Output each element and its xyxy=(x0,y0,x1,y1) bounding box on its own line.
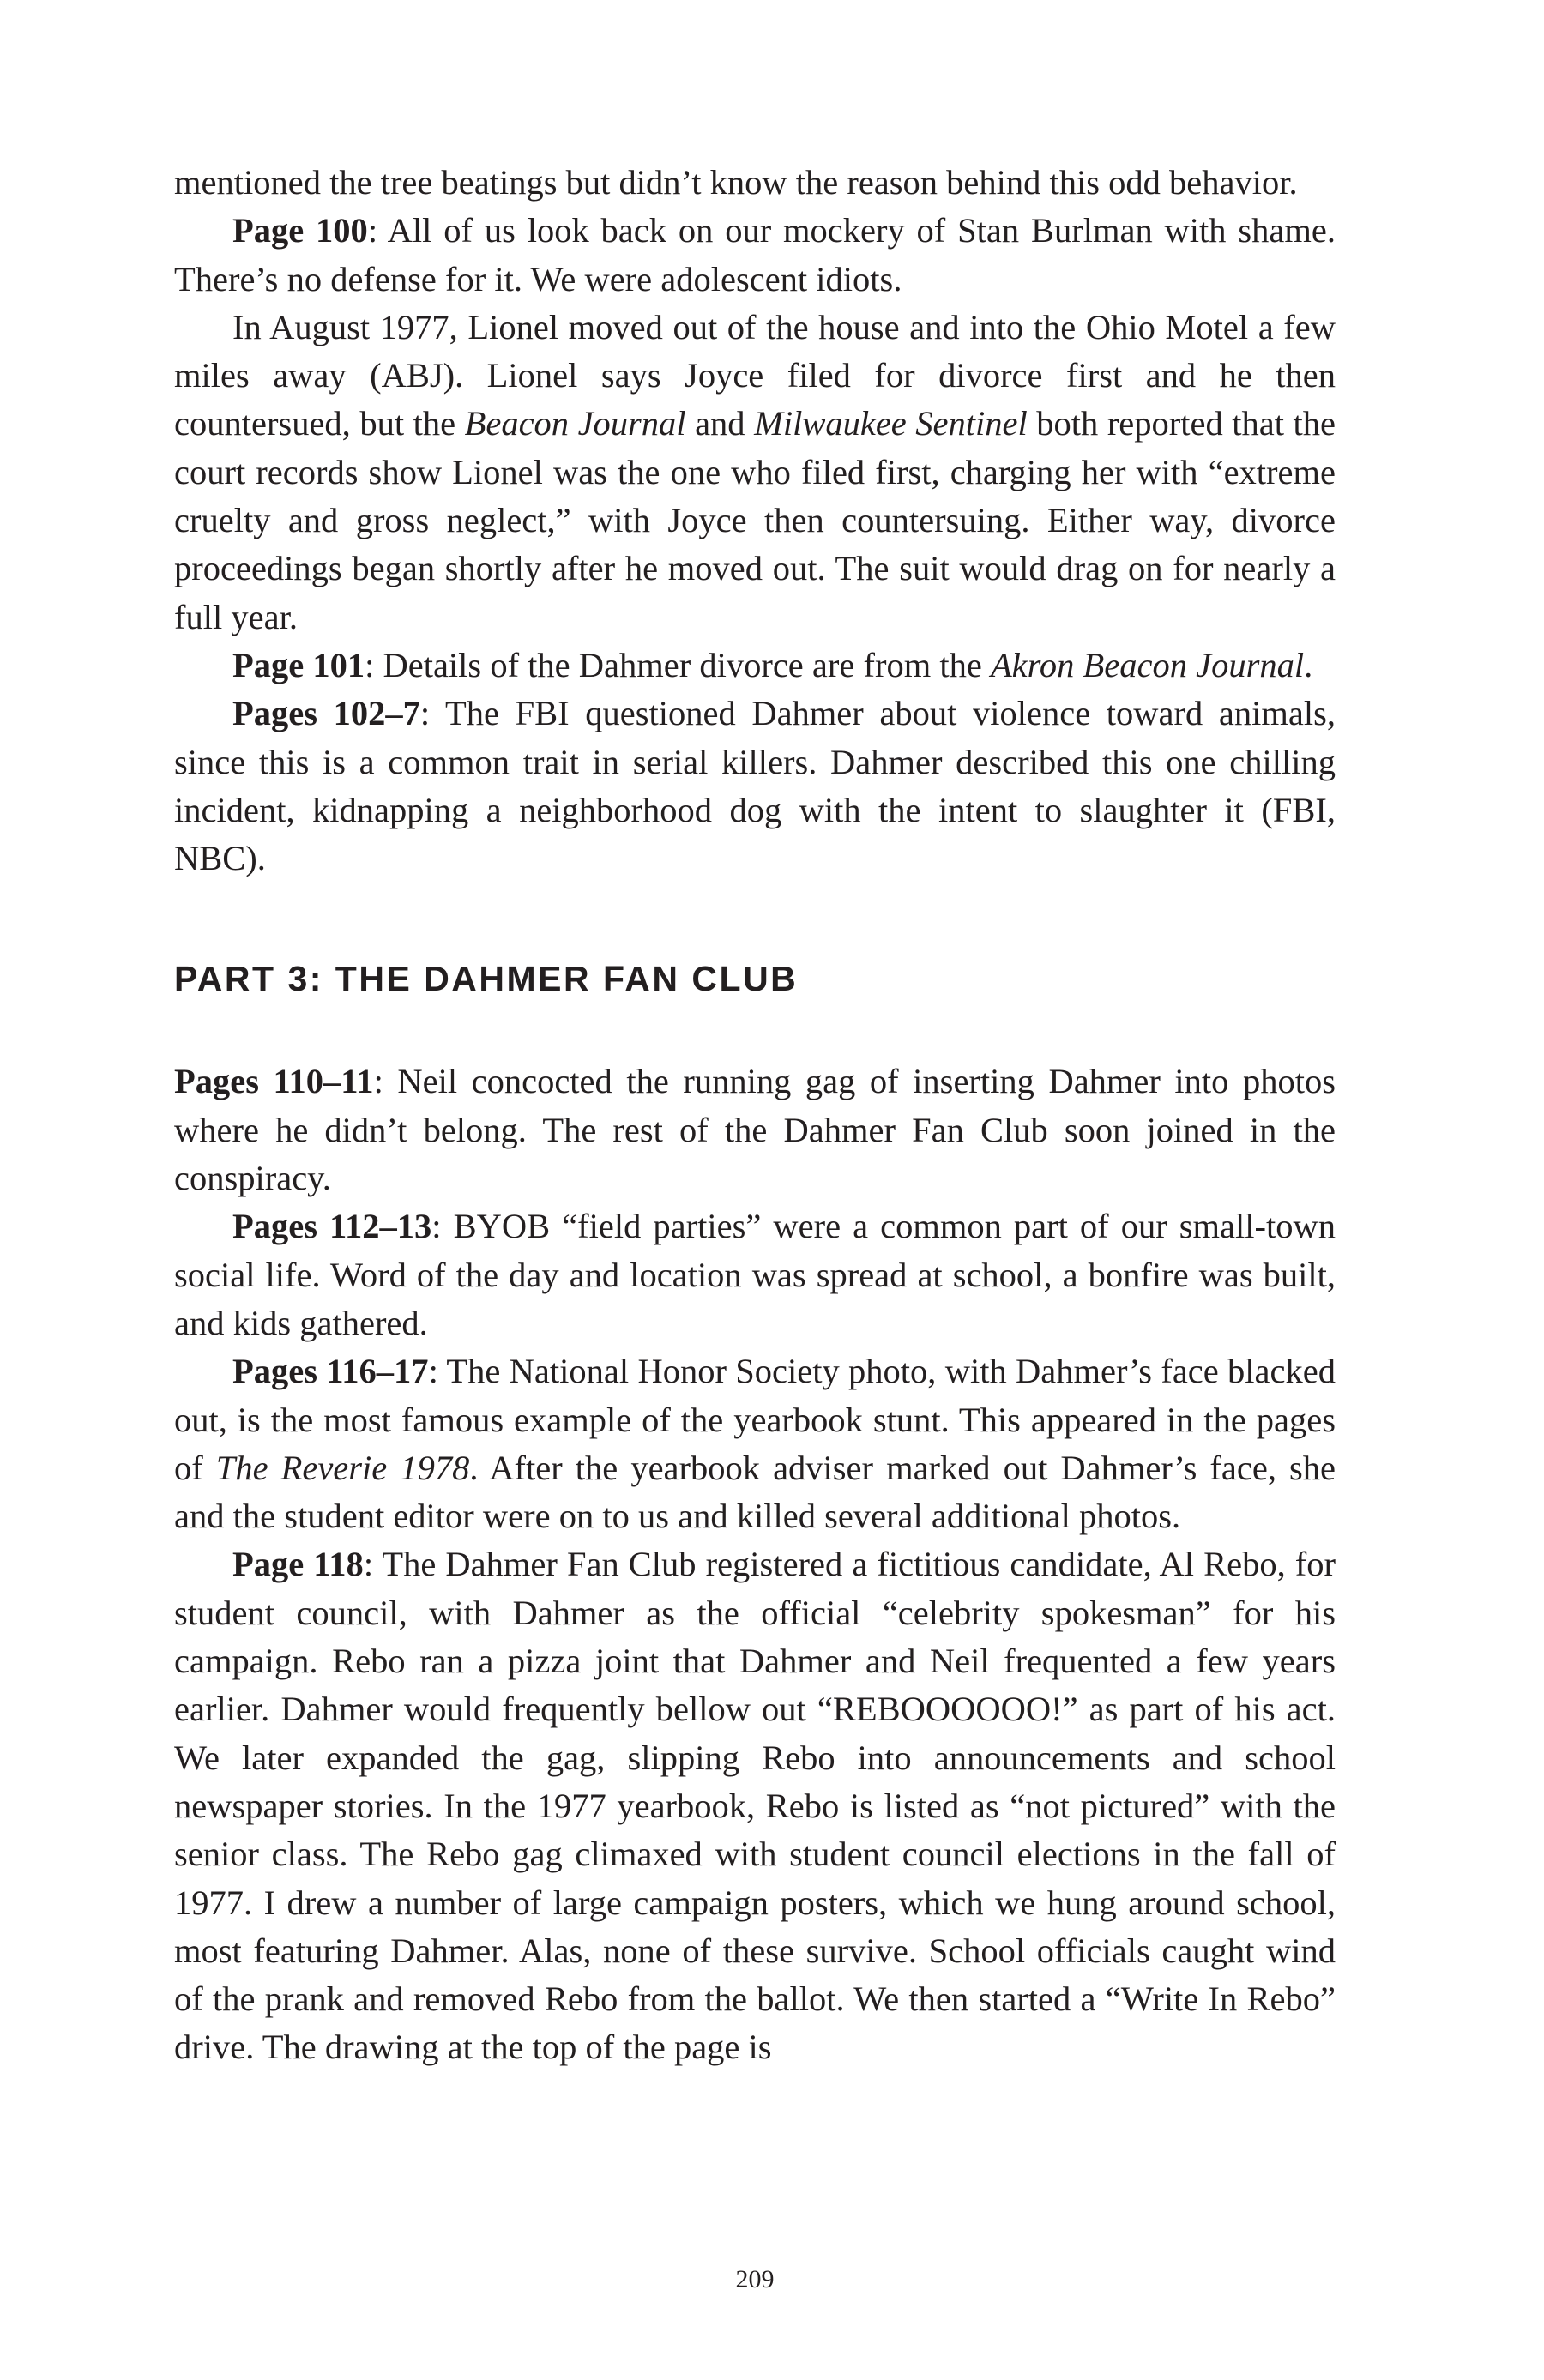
note-pages-102-7 xyxy=(174,690,1336,883)
page-reference: Pages 110–11 xyxy=(174,1062,374,1101)
page-reference: Page 101 xyxy=(232,645,365,684)
note-text: : The Dahmer Fan Club registered a fictitious candidate, Al Rebo, for student council, with Dahmer as the official “celebrity spokesman” for his campaign. Rebo ran a pizza joint that Dahmer and Neil frequented a few years earlier. Dahmer would frequently bellow out “REBOOOOOO!” as part of his act. We later expanded the gag, slipping Rebo into announcements and school newspaper stories. In the 1977 yearbook, Rebo is listed as “not pictured” with the senior class. The Rebo gag climaxed with student council elections in the fall of 1977. I drew a number of large campaign posters, which we hung around school, most featuring Dahmer. Alas, none of these survive. School officials caught wind of the prank and removed Rebo from the ballot. We then started a “Write In Rebo” drive. The drawing at the top of the page is xyxy=(174,1545,1336,2067)
note-text: : BYOB “field parties” were a common part of our small-town social life. Word of the day and location was spread at school, a bonfire was built, and kids gathered. xyxy=(174,1207,1336,1342)
note-pages-110-11 xyxy=(174,1057,1336,1202)
publication-title: Akron Beacon Journal xyxy=(990,645,1305,684)
note-text: : The National Honor Society photo, with Dahmer’s face blacked out, is the most famous example of the yearbook stunt. This appeared in the pages of xyxy=(174,1352,1336,1487)
note-text: : Details of the Dahmer divorce are from the xyxy=(365,645,991,684)
note-text: . After the yearbook adviser marked out Dahmer’s face, she and the student editor were on to us and killed several additional photos. xyxy=(174,1448,1336,1536)
paragraph-text: both reported that the court records show Lionel was the one who filed first, charging her with “extreme cruelty and gross neglect,” with Joyce then countersuing. Either way, divorce proceedings began shortly after he moved out. The suit would drag on for nearly a full year. xyxy=(174,404,1336,636)
page-reference: Pages 116–17 xyxy=(232,1352,429,1391)
paragraph-lionel-moved xyxy=(174,304,1336,642)
note-pages-112-13 xyxy=(174,1202,1336,1347)
note-text: . xyxy=(1304,645,1313,684)
publication-title: The Reverie 1978 xyxy=(215,1448,470,1487)
paragraph-text: and xyxy=(685,404,755,443)
note-text: : The FBI questioned Dahmer about violence toward animals, since this is a common trait in serial killers. Dahmer described this one chilling incident, kidnapping a neighborhood dog with the intent to slaughter it (FBI, NBC). xyxy=(174,694,1336,878)
page-reference: Page 100 xyxy=(232,211,368,250)
paragraph-continued xyxy=(174,159,1336,207)
page-text-block xyxy=(174,159,1336,2072)
note-pages-116-17 xyxy=(174,1347,1336,1540)
page-reference: Page 118 xyxy=(232,1545,364,1584)
note-page-101 xyxy=(174,642,1336,690)
publication-title: Milwaukee Sentinel xyxy=(754,404,1028,443)
section-heading: PART 3: THE DAHMER FAN CLUB xyxy=(174,959,799,999)
note-text: : Neil concocted the running gag of inserting Dahmer into photos where he didn’t belong. The rest of the Dahmer Fan Club soon joined in the conspiracy. xyxy=(174,1062,1336,1198)
note-page-118 xyxy=(174,1540,1336,2071)
note-page-100 xyxy=(174,207,1336,304)
publication-title: Beacon Journal xyxy=(464,404,686,443)
paragraph-text: In August 1977, Lionel moved out of the house and into the Ohio Motel a few miles away (ABJ). Lionel says Joyce filed for divorce first and he then countersued, but the xyxy=(174,307,1336,443)
note-text: : All of us look back on our mockery of Stan Burlman with shame. There’s no defense for it. We were adolescent idiots. xyxy=(174,211,1336,298)
page-reference: Pages 102–7 xyxy=(232,694,420,733)
page-number: 209 xyxy=(735,2265,775,2293)
page-reference: Pages 112–13 xyxy=(232,1207,432,1246)
paragraph-text: mentioned the tree beatings but didn’t know the reason behind this odd behavior. xyxy=(174,163,1298,202)
